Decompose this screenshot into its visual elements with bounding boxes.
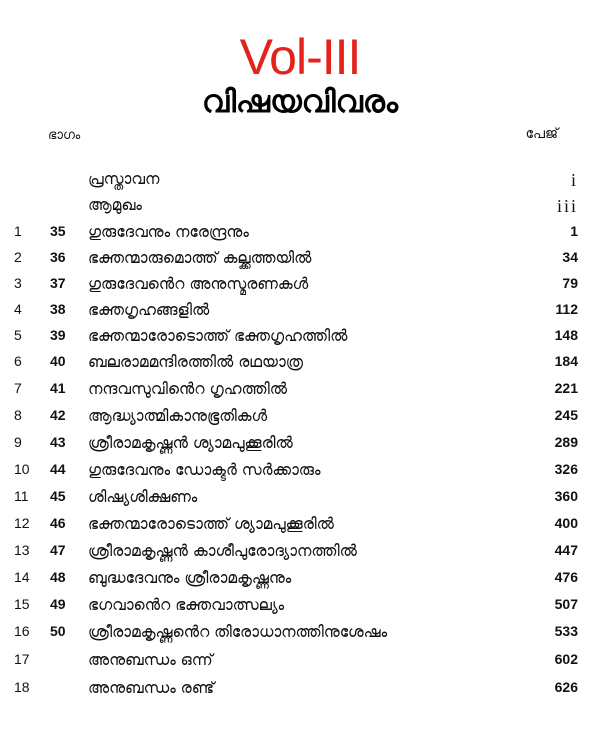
chapter-index: 7 bbox=[14, 380, 22, 396]
toc-row bbox=[0, 515, 600, 541]
chapter-index: 3 bbox=[14, 275, 22, 291]
page-number: 289 bbox=[554, 434, 578, 450]
page-number: 326 bbox=[554, 461, 578, 477]
chapter-index: 15 bbox=[14, 596, 30, 612]
page-number: 626 bbox=[554, 679, 578, 695]
chapter-number: 50 bbox=[50, 623, 66, 639]
chapter-index: 2 bbox=[14, 249, 22, 265]
chapter-number: 47 bbox=[50, 542, 66, 558]
chapter-number: 36 bbox=[50, 249, 66, 265]
chapter-number: 42 bbox=[50, 407, 66, 423]
chapter-index: 8 bbox=[14, 407, 22, 423]
chapter-number: 46 bbox=[50, 515, 66, 531]
chapter-number: 39 bbox=[50, 327, 66, 343]
chapter-index: 12 bbox=[14, 515, 30, 531]
page-number: 221 bbox=[554, 380, 578, 396]
chapter-index: 5 bbox=[14, 327, 22, 343]
chapter-title: ഭക്തഗൃഹങ്ങളിൽ bbox=[88, 301, 210, 319]
page-number: 184 bbox=[554, 353, 578, 369]
part-column-header: ഭാഗം bbox=[48, 128, 81, 143]
toc-row bbox=[0, 569, 600, 595]
page-number: 1 bbox=[570, 223, 578, 239]
chapter-index: 9 bbox=[14, 434, 22, 450]
chapter-number: 41 bbox=[50, 380, 66, 396]
chapter-index: 4 bbox=[14, 301, 22, 317]
chapter-title: അനുബന്ധം ഒന്ന് bbox=[88, 651, 213, 669]
page-number: i bbox=[570, 170, 578, 190]
toc-row bbox=[0, 275, 600, 301]
chapter-number: 43 bbox=[50, 434, 66, 450]
chapter-title: നന്ദവസുവിൻെറ ഗൃഹത്തിൽ bbox=[88, 380, 287, 398]
page-number: 79 bbox=[562, 275, 578, 291]
volume-label: Vol-III bbox=[239, 29, 361, 85]
page-number: 476 bbox=[554, 569, 578, 585]
toc-row bbox=[0, 434, 600, 460]
toc-row bbox=[0, 596, 600, 622]
page-number: 245 bbox=[554, 407, 578, 423]
chapter-title: അനുബന്ധം രണ്ട് bbox=[88, 679, 215, 697]
chapter-title: ഭഗവാൻെറ ഭക്തവാത്സല്യം bbox=[88, 596, 285, 614]
chapter-number: 38 bbox=[50, 301, 66, 317]
chapter-index: 14 bbox=[14, 569, 30, 585]
page-number: 507 bbox=[554, 596, 578, 612]
toc-row bbox=[0, 301, 600, 327]
chapter-title: ബുദ്ധദേവനും ശ്രീരാമകൃഷ്ണനും bbox=[88, 569, 292, 587]
chapter-title: ശ്രീരാമകൃഷ്ണൻ കാശീപുരോദ്യാനത്തിൽ bbox=[88, 542, 357, 560]
page-number: iii bbox=[556, 196, 578, 216]
page-number: 148 bbox=[554, 327, 578, 343]
page-number: 360 bbox=[554, 488, 578, 504]
chapter-index: 6 bbox=[14, 353, 22, 369]
chapter-number: 48 bbox=[50, 569, 66, 585]
chapter-title: ഭക്തന്മാരുമൊത്ത് കല്ക്കത്തയിൽ bbox=[88, 249, 312, 267]
toc-row bbox=[0, 249, 600, 275]
toc-row bbox=[0, 679, 600, 705]
toc-row bbox=[0, 461, 600, 487]
chapter-title: ഗുരുദേവനും ഡോക്ടർ സർക്കാരും bbox=[88, 461, 321, 479]
chapter-index: 1 bbox=[14, 223, 22, 239]
chapter-title: ഗുരുദേവൻെറ അനുസ്മരണകൾ bbox=[88, 275, 309, 293]
chapter-number: 49 bbox=[50, 596, 66, 612]
toc-row bbox=[0, 542, 600, 568]
page-number: 112 bbox=[555, 301, 578, 317]
toc-row bbox=[0, 488, 600, 514]
toc-row bbox=[0, 407, 600, 433]
chapter-title: ആമുഖം bbox=[88, 196, 142, 214]
chapter-index: 11 bbox=[14, 488, 29, 504]
chapter-title: പ്രസ്താവന bbox=[88, 170, 160, 188]
chapter-title: ശ്രീരാമകൃഷ്ണൻെറ തിരോധാനത്തിനുശേഷം bbox=[88, 623, 388, 641]
chapter-number: 45 bbox=[50, 488, 66, 504]
chapter-number: 40 bbox=[50, 353, 66, 369]
chapter-index: 13 bbox=[14, 542, 30, 558]
toc-row bbox=[0, 170, 600, 196]
page-number: 447 bbox=[554, 542, 578, 558]
chapter-index: 16 bbox=[14, 623, 30, 639]
page-column-header: പേജ് bbox=[525, 126, 558, 142]
chapter-title: ഭക്തന്മാരോടൊത്ത് ശ്യാമപുക്കൂരിൽ bbox=[88, 515, 334, 533]
chapter-index: 17 bbox=[14, 651, 30, 667]
chapter-title: ആദ്ധ്യാത്മികാനുഭൂതികൾ bbox=[88, 407, 268, 425]
toc-row bbox=[0, 327, 600, 353]
toc-row bbox=[0, 353, 600, 379]
page-number: 602 bbox=[554, 651, 578, 667]
page-number: 400 bbox=[554, 515, 578, 531]
page-title: വിഷയവിവരം bbox=[201, 84, 398, 120]
toc-row bbox=[0, 380, 600, 406]
chapter-title: ഗുരുദേവനും നരേന്ദ്രനും bbox=[88, 223, 249, 241]
toc-row bbox=[0, 196, 600, 222]
chapter-title: ശിഷ്യശിക്ഷണം bbox=[88, 488, 198, 506]
toc-row bbox=[0, 623, 600, 649]
page-number: 533 bbox=[554, 623, 578, 639]
chapter-number: 37 bbox=[50, 275, 66, 291]
chapter-title: ഭക്തന്മാരോടൊത്ത് ഭക്തഗൃഹത്തിൽ bbox=[88, 327, 348, 345]
toc-row bbox=[0, 223, 600, 249]
chapter-number: 44 bbox=[50, 461, 66, 477]
chapter-title: ശ്രീരാമകൃഷ്ണൻ ശ്യാമപുക്കൂരിൽ bbox=[88, 434, 293, 452]
page-number: 34 bbox=[562, 249, 578, 265]
chapter-number: 35 bbox=[50, 223, 66, 239]
chapter-index: 10 bbox=[14, 461, 30, 477]
chapter-index: 18 bbox=[14, 679, 30, 695]
toc-row bbox=[0, 651, 600, 677]
chapter-title: ബലരാമമന്ദിരത്തിൽ രഥയാത്ര bbox=[88, 353, 303, 371]
